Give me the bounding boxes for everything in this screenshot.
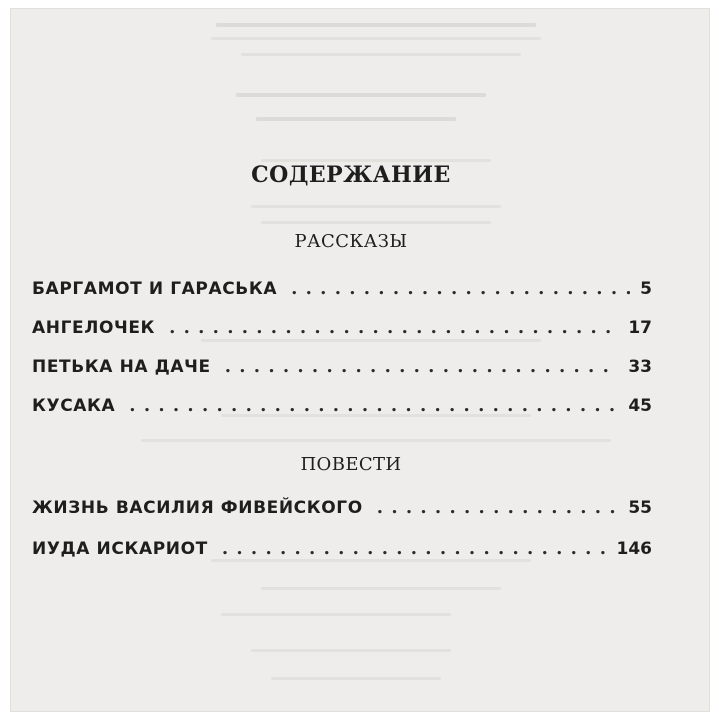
section-heading-novellas: ПОВЕСТИ [300,454,402,475]
entry-page: 45 [628,396,652,416]
entry-page: 17 [628,318,652,338]
entry-page: 55 [628,498,652,518]
section-heading-stories: РАССКАЗЫ [294,231,408,252]
toc-entry [32,537,652,561]
dot-leader [169,316,618,340]
entry-title: КУСАКА [32,396,116,416]
dot-leader [225,355,619,379]
table-of-contents [11,9,710,712]
entry-title: БАРГАМОТ И ГАРАСЬКА [32,279,278,299]
toc-title: СОДЕРЖАНИЕ [251,162,451,188]
entry-title: ЖИЗНЬ ВАСИЛИЯ ФИВЕЙСКОГО [32,498,363,518]
entry-page: 33 [628,357,652,377]
entry-page: 146 [616,539,652,559]
entry-title: ПЕТЬКА НА ДАЧЕ [32,357,211,377]
toc-entry [32,355,652,379]
dot-leader [129,394,618,418]
entry-title: АНГЕЛОЧЕК [32,318,156,338]
dot-leader [377,496,619,520]
toc-entry [32,316,652,340]
dot-leader [291,277,630,301]
toc-entry [32,277,652,301]
toc-entry [32,496,652,520]
toc-entry [32,394,652,418]
book-page [10,8,710,712]
entry-title: ИУДА ИСКАРИОТ [32,539,208,559]
dot-leader [222,537,607,561]
entry-page: 5 [640,279,652,299]
